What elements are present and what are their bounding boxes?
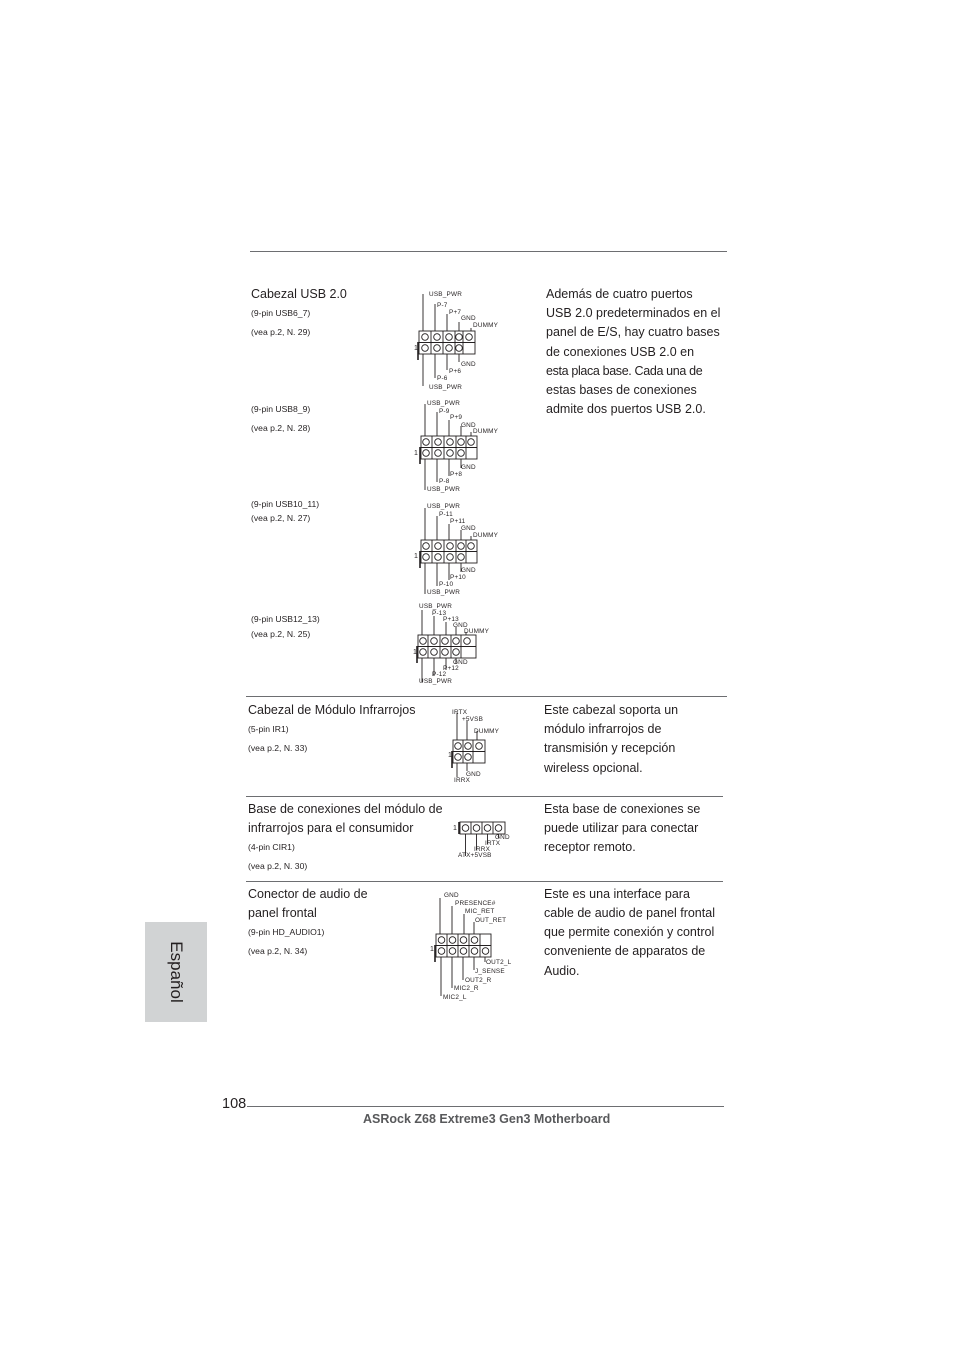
ir-pin-label: (5-pin IR1) (248, 724, 289, 734)
usb-description-line: USB 2.0 predeterminados en el (546, 306, 721, 320)
usb1213-bottom-label: GND (453, 659, 468, 666)
usb89-top-label: USB_PWR (427, 400, 461, 407)
usb67-bottom-label: GND (461, 361, 476, 368)
audio-top-label: OUT_RET (475, 917, 507, 924)
usb1011-bottom-label: P-10 (439, 581, 454, 588)
ir-title: Cabezal de Módulo Infrarrojos (248, 703, 416, 717)
usb89-connector (405, 396, 505, 496)
usb89-ref-label: (vea p.2, N. 28) (251, 423, 311, 433)
usb1011-bottom-label: GND (461, 567, 476, 574)
audio-ref-label: (vea p.2, N. 34) (248, 946, 308, 956)
usb89-bottom-label: P+8 (450, 471, 463, 478)
usb1213-top-label: GND (453, 622, 468, 629)
usb-description-line: admite dos puertos USB 2.0. (546, 402, 706, 416)
cir-pin-name: IRTX (485, 840, 501, 847)
usb89-pin-label: (9-pin USB8_9) (251, 404, 311, 414)
audio-bottom-label: MIC2_R (454, 985, 479, 992)
usb1011-top-label: USB_PWR (427, 503, 461, 510)
audio-description-line: cable de audio de panel frontal (544, 906, 715, 920)
cir-pin1: 1 (453, 825, 457, 832)
usb1011-bottom-label: P+10 (450, 574, 466, 581)
usb1213-top-label: P+13 (443, 616, 459, 623)
cir-pin-name: IRRX (474, 846, 491, 853)
usb67-top-label: USB_PWR (429, 291, 463, 298)
cir-description-line: Esta base de conexiones se (544, 802, 701, 816)
audio-bottom-label: J_SENSE (475, 968, 505, 975)
usb67-pin-label: (9-pin USB6_7) (251, 308, 311, 318)
usb1011-pin1: 1 (414, 553, 418, 560)
usb1011-bottom-label: USB_PWR (427, 589, 461, 596)
language-side-tab-label: Español (167, 941, 186, 1003)
usb-description-line: esta placa base. Cada una de (546, 364, 703, 378)
usb1213-pin1: 1 (413, 649, 417, 656)
audio-description-line: conveniente de apparatos de (544, 944, 706, 958)
audio-top-label: PRESENCE# (455, 900, 496, 907)
usb67-pin1: 1 (414, 345, 418, 352)
cir-description-line: puede utilizar para conectar (544, 821, 699, 835)
usb89-top-label: P+9 (450, 414, 463, 421)
usb89-top-label: P-9 (439, 408, 450, 415)
usb1213-bottom-label: P-12 (432, 671, 447, 678)
audio-bottom-label: OUT2_R (465, 977, 492, 984)
ir-description-line: Este cabezal soporta un (544, 703, 679, 717)
usb89-bottom-label: GND (461, 464, 476, 471)
usb-title: Cabezal USB 2.0 (251, 287, 347, 301)
ir-description-line: transmisión y recepción (544, 741, 676, 755)
cir-pin-name: GND (495, 834, 510, 841)
usb67-bottom-label: P-6 (437, 375, 448, 382)
footer-title: ASRock Z68 Extreme3 Gen3 Motherboard (363, 1112, 611, 1126)
ir-pin-name: IRTX (452, 709, 468, 716)
ir-pin-name: +5VSB (462, 716, 484, 723)
usb67-bottom-label: P+6 (449, 368, 462, 375)
usb-description-line: de conexiones USB 2.0 en (546, 345, 695, 359)
usb1213-top-label: USB_PWR (419, 603, 453, 610)
usb67-bottom-label: USB_PWR (429, 384, 463, 391)
audio-description-line: Este es una interface para (544, 887, 690, 901)
usb1213-bottom-label: P+12 (443, 665, 459, 672)
cir-ref-label: (vea p.2, N. 30) (248, 861, 308, 871)
page-number: 108 (222, 1096, 247, 1112)
usb67-top-label: GND (461, 315, 476, 322)
ir-ref-label: (vea p.2, N. 33) (248, 743, 308, 753)
footer-rule (247, 1106, 724, 1107)
usb-description-line: panel de E/S, hay cuatro bases (546, 325, 720, 339)
usb1011-top-label: P-11 (439, 511, 453, 518)
audio-top-label: GND (444, 892, 459, 899)
cir-pin-label: (4-pin CIR1) (248, 842, 295, 852)
usb89-top-label: GND (461, 422, 476, 429)
audio-top-label: MIC_RET (465, 908, 495, 915)
cir-title-line: Base de conexiones del módulo de (248, 802, 443, 816)
usb67-connector (405, 286, 505, 396)
usb-description-line: estas bases de conexiones (546, 383, 697, 397)
ir-pin1: 1 (448, 752, 452, 759)
audio-pin1: 1 (430, 946, 434, 953)
audio-description-line: Audio. (544, 964, 580, 978)
usb-description-line: Además de cuatro puertos (546, 287, 693, 301)
ir-description-line: wireless opcional. (544, 761, 643, 775)
usb89-bottom-label: P-8 (439, 478, 450, 485)
usb1011-top-label: GND (461, 525, 476, 532)
ir-pin-name: GND (466, 771, 481, 778)
usb67-top-label: P-7 (437, 302, 448, 309)
usb67-ref-label: (vea p.2, N. 29) (251, 327, 311, 337)
section-divider (246, 881, 723, 882)
usb1011-pin-label: (9-pin USB10_11) (251, 499, 320, 509)
audio-title-line: Conector de audio de (248, 887, 368, 901)
usb1213-top-label: DUMMY (464, 628, 490, 635)
usb89-top-label: DUMMY (473, 428, 499, 435)
audio-description-line: que permite conexión y control (544, 925, 715, 939)
ir-pin-name: DUMMY (474, 728, 500, 735)
audio-pin-label: (9-pin HD_AUDIO1) (248, 927, 325, 937)
usb1213-pin-label: (9-pin USB12_13) (251, 614, 320, 624)
ir-pin-name: IRRX (454, 777, 471, 784)
section-divider (246, 796, 723, 797)
usb89-bottom-label: USB_PWR (427, 486, 461, 493)
usb1011-top-label: P+11 (450, 518, 466, 525)
usb1213-top-label: P-13 (432, 610, 447, 617)
audio-bottom-label: OUT2_L (486, 959, 512, 966)
usb1011-ref-label: (vea p.2, N. 27) (251, 513, 311, 523)
usb1011-top-label: DUMMY (473, 532, 499, 539)
section-divider (246, 696, 727, 697)
usb89-pin1: 1 (414, 450, 418, 457)
usb1011-connector (405, 500, 505, 600)
cir-description-line: receptor remoto. (544, 840, 636, 854)
cir-pin-name: ATX+5VSB (458, 852, 492, 859)
usb67-top-label: P+7 (449, 309, 462, 316)
usb1213-bottom-label: USB_PWR (419, 678, 453, 685)
audio-bottom-label: MIC2_L (443, 994, 467, 1001)
usb1213-ref-label: (vea p.2, N. 25) (251, 629, 311, 639)
usb67-top-label: DUMMY (473, 322, 499, 329)
cir-title-line: infrarrojos para el consumidor (248, 821, 414, 835)
audio-title-line: panel frontal (248, 906, 317, 920)
top-rule (250, 251, 727, 252)
ir-description-line: módulo infrarrojos de (544, 722, 662, 736)
